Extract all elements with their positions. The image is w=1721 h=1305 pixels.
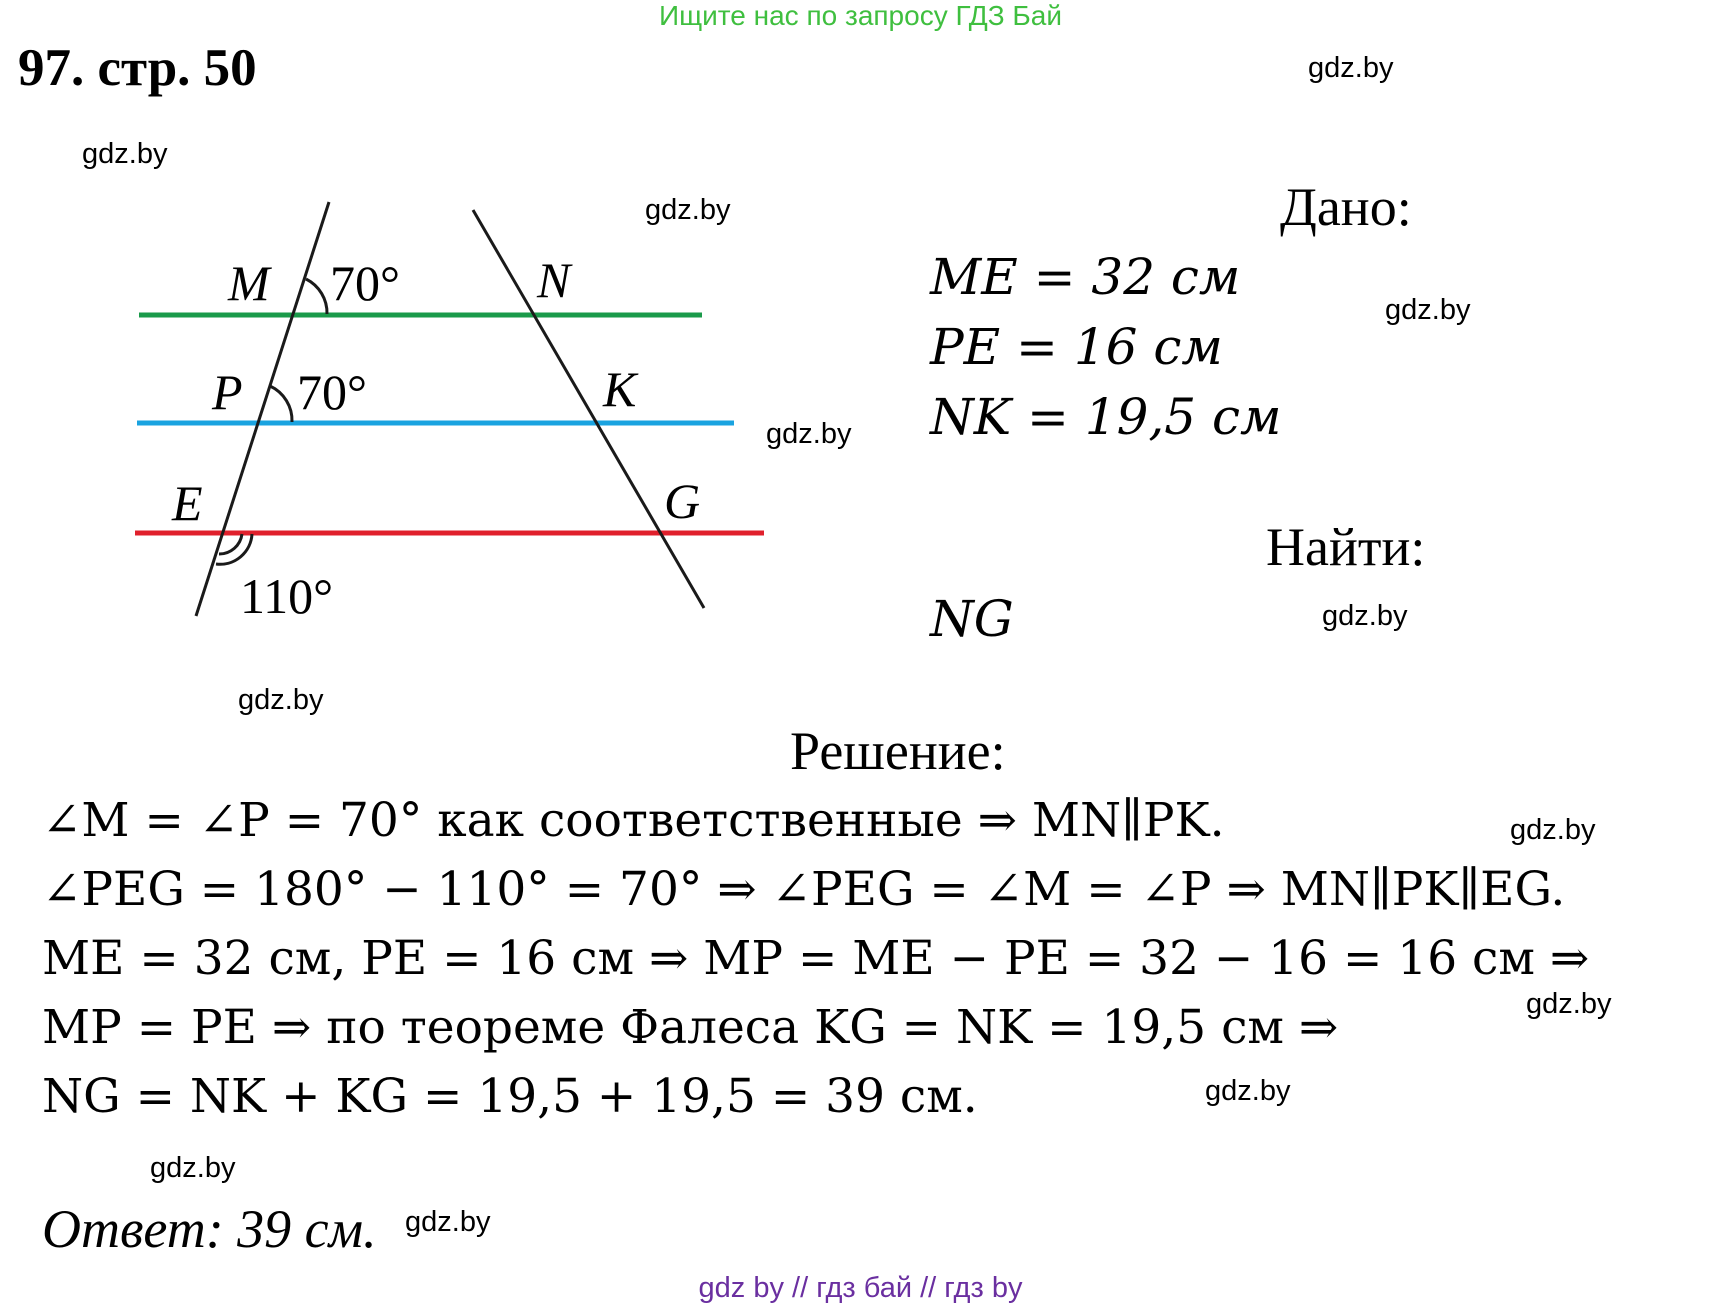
solution-heading: Решение:: [790, 721, 1006, 781]
point-label-k: K: [603, 361, 637, 417]
solution-line: MP = PE ⇒ по теореме Фалеса KG = NK = 19,5 см ⇒: [42, 1000, 1339, 1055]
watermark: gdz.by: [766, 418, 852, 450]
solution-line: ME = 32 см, PE = 16 см ⇒ MP = ME − PE = 32 − 16 = 16 см ⇒: [42, 931, 1590, 986]
angle-label-m: 70°: [330, 255, 400, 311]
geometry-figure: [0, 0, 800, 650]
given-line: NK = 19,5 см: [930, 388, 1282, 446]
watermark: gdz.by: [82, 138, 168, 170]
angle-arc-m: [306, 279, 327, 314]
answer-text: Ответ: 39 см.: [42, 1199, 377, 1259]
page-title: 97. стр. 50: [18, 39, 257, 97]
given-line: ME = 32 см: [930, 248, 1241, 306]
watermark: gdz.by: [405, 1206, 491, 1238]
solution-line: ∠PEG = 180° − 110° = 70° ⇒ ∠PEG = ∠M = ∠P ⇒ MN∥PK∥EG.: [42, 862, 1566, 917]
watermark: gdz.by: [645, 194, 731, 226]
solution-line: ∠M = ∠P = 70° как соответственные ⇒ MN∥PK.: [42, 793, 1225, 848]
solution-line: NG = NK + KG = 19,5 + 19,5 = 39 см.: [42, 1069, 978, 1124]
given-line: PE = 16 см: [930, 318, 1223, 376]
watermark: gdz.by: [1510, 814, 1596, 846]
angle-arc-p: [270, 386, 292, 422]
watermark: gdz.by: [1205, 1075, 1291, 1107]
point-label-g: G: [664, 473, 701, 529]
watermark: gdz.by: [150, 1152, 236, 1184]
transversal-right: [473, 210, 704, 608]
watermark: gdz.by: [1308, 52, 1394, 84]
angle-label-e: 110°: [240, 568, 334, 624]
angle-label-p: 70°: [297, 364, 367, 420]
point-label-n: N: [537, 252, 571, 308]
footer-links: gdz by // гдз бай // гдз by: [698, 1272, 1023, 1304]
find-value: NG: [930, 590, 1014, 648]
watermark: gdz.by: [1322, 600, 1408, 632]
point-label-p: P: [212, 364, 243, 420]
watermark: gdz.by: [1526, 988, 1612, 1020]
watermark: gdz.by: [238, 684, 324, 716]
given-heading: Дано:: [1280, 177, 1412, 237]
find-heading: Найти:: [1266, 517, 1426, 577]
point-label-m: M: [228, 255, 270, 311]
search-banner: Ищите нас по запросу ГДЗ Бай: [658, 0, 1063, 31]
point-label-e: E: [172, 475, 203, 531]
watermark: gdz.by: [1385, 294, 1471, 326]
